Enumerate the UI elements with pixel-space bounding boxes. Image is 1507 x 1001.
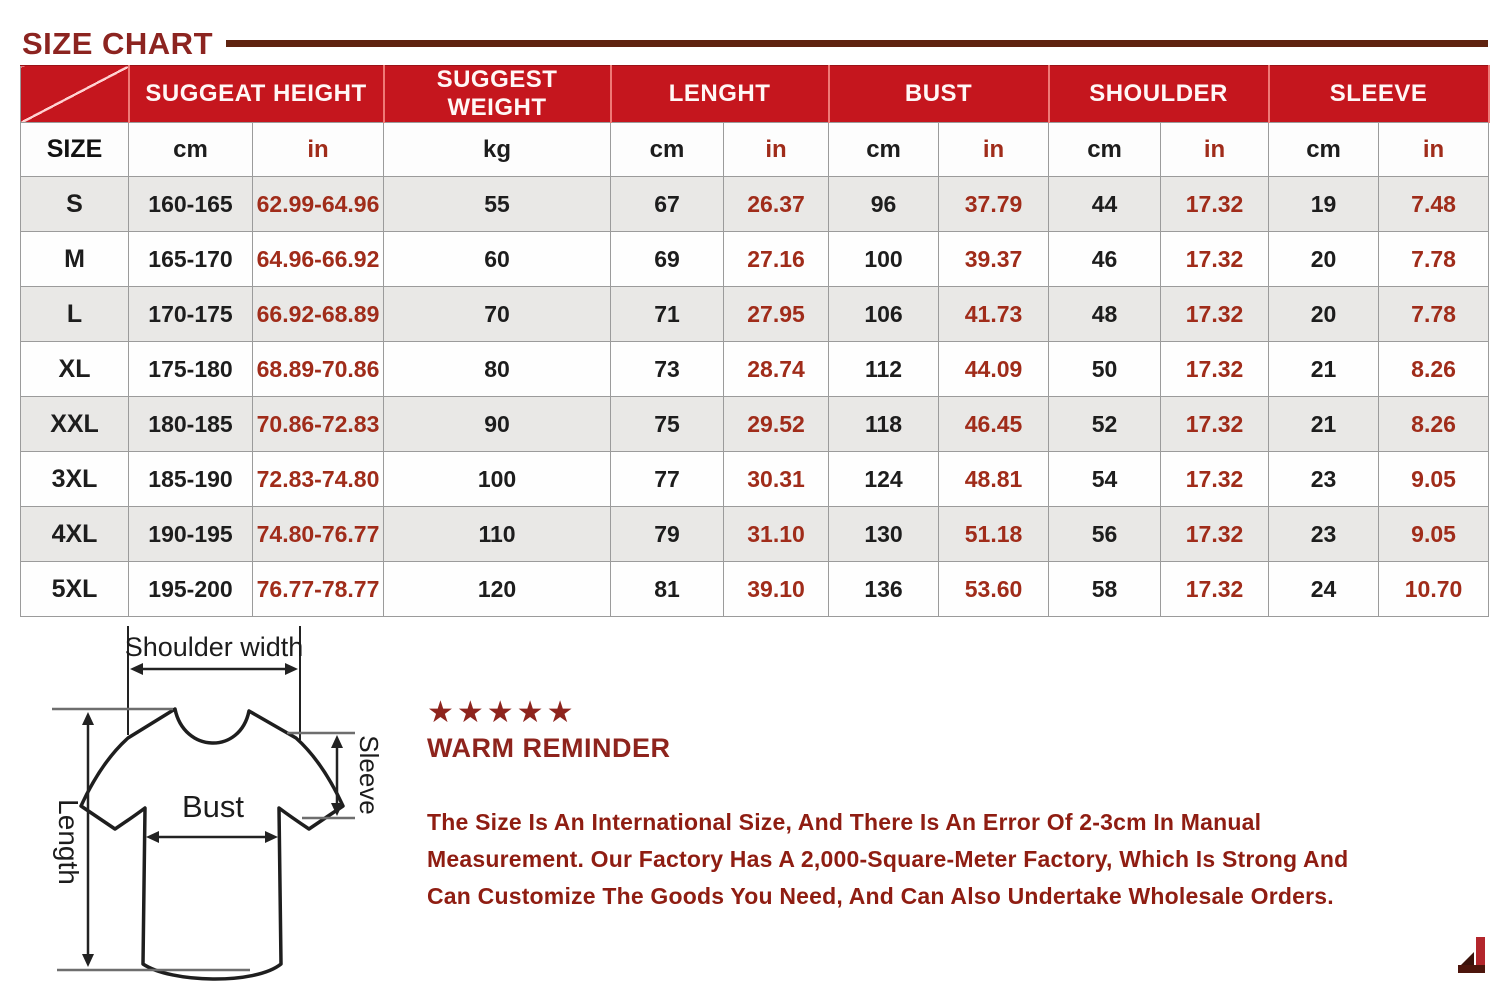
group-length: LENGHT	[611, 66, 829, 123]
cell-value: 81	[611, 562, 724, 617]
cell-value: 48.81	[939, 452, 1049, 507]
warm-reminder-section	[427, 698, 1383, 915]
cell-value: 130	[829, 507, 939, 562]
cell-size: XXL	[21, 397, 129, 452]
cell-value: 55	[384, 177, 611, 232]
cell-value: 100	[829, 232, 939, 287]
cell-value: 160-165	[129, 177, 253, 232]
cell-value: 67	[611, 177, 724, 232]
cell-value: 23	[1269, 452, 1379, 507]
title-underline	[226, 40, 1488, 47]
cell-value: 180-185	[129, 397, 253, 452]
length-label: Length	[53, 799, 84, 885]
cell-value: 54	[1049, 452, 1161, 507]
cell-value: 106	[829, 287, 939, 342]
cell-value: 17.32	[1161, 562, 1269, 617]
table-row	[21, 232, 1489, 287]
group-suggest-height: SUGGEAT HEIGHT	[129, 66, 384, 123]
unit-cell: in	[724, 123, 829, 177]
arrowhead	[82, 954, 94, 967]
arrowhead	[130, 663, 143, 675]
cell-value: 185-190	[129, 452, 253, 507]
group-suggest-weight: SUGGEST WEIGHT	[384, 66, 611, 123]
cell-value: 175-180	[129, 342, 253, 397]
cell-value: 53.60	[939, 562, 1049, 617]
tshirt-outline	[81, 709, 343, 979]
cell-size: M	[21, 232, 129, 287]
cell-value: 58	[1049, 562, 1161, 617]
cell-value: 52	[1049, 397, 1161, 452]
cell-value: 100	[384, 452, 611, 507]
cell-value: 136	[829, 562, 939, 617]
sleeve-label: Sleeve	[354, 735, 384, 815]
table-row	[21, 342, 1489, 397]
cell-value: 19	[1269, 177, 1379, 232]
cell-value: 17.32	[1161, 177, 1269, 232]
star-rating-icon: ★★★★★	[427, 696, 577, 729]
size-header-cell: SIZE	[21, 123, 129, 177]
diagonal-header-cell	[21, 66, 129, 123]
cell-value: 96	[829, 177, 939, 232]
cell-size: 3XL	[21, 452, 129, 507]
cell-value: 9.05	[1379, 452, 1489, 507]
cell-value: 56	[1049, 507, 1161, 562]
unit-cell: in	[253, 123, 384, 177]
table-row	[21, 397, 1489, 452]
arrowhead	[82, 712, 94, 725]
cell-value: 60	[384, 232, 611, 287]
group-sleeve: SLEEVE	[1269, 66, 1489, 123]
cell-value: 48	[1049, 287, 1161, 342]
cell-value: 21	[1269, 397, 1379, 452]
cell-value: 7.78	[1379, 287, 1489, 342]
cell-size: S	[21, 177, 129, 232]
table-row	[21, 177, 1489, 232]
cell-value: 69	[611, 232, 724, 287]
cell-value: 24	[1269, 562, 1379, 617]
cell-value: 66.92-68.89	[253, 287, 384, 342]
reminder-heading: WARM REMINDER	[427, 733, 671, 763]
unit-cell: in	[1379, 123, 1489, 177]
size-chart-table	[20, 65, 1490, 617]
cell-value: 17.32	[1161, 232, 1269, 287]
arrowhead	[331, 735, 343, 748]
reminder-body: The Size Is An International Size, And There Is An Error Of 2-3cm In Manual Measurement. Our Factory Has A 2,000-Square-Meter Factory, Which Is Strong And Can Customize The Goods You Need, And Can Also Undertake Wholesale Orders.	[427, 809, 1349, 909]
cell-value: 90	[384, 397, 611, 452]
cell-value: 46.45	[939, 397, 1049, 452]
table-row	[21, 562, 1489, 617]
corner-bracket-icon	[1450, 935, 1492, 980]
group-bust: BUST	[829, 66, 1049, 123]
cell-value: 110	[384, 507, 611, 562]
cell-value: 9.05	[1379, 507, 1489, 562]
cell-value: 190-195	[129, 507, 253, 562]
cell-value: 23	[1269, 507, 1379, 562]
cell-value: 79	[611, 507, 724, 562]
cell-value: 17.32	[1161, 507, 1269, 562]
unit-cell: in	[939, 123, 1049, 177]
cell-value: 51.18	[939, 507, 1049, 562]
cell-value: 75	[611, 397, 724, 452]
cell-value: 44.09	[939, 342, 1049, 397]
cell-value: 77	[611, 452, 724, 507]
cell-value: 118	[829, 397, 939, 452]
cell-value: 80	[384, 342, 611, 397]
cell-value: 64.96-66.92	[253, 232, 384, 287]
cell-value: 46	[1049, 232, 1161, 287]
cell-value: 7.78	[1379, 232, 1489, 287]
unit-cell: kg	[384, 123, 611, 177]
tshirt-diagram	[15, 612, 415, 997]
unit-cell: cm	[129, 123, 253, 177]
cell-value: 8.26	[1379, 342, 1489, 397]
cell-value: 195-200	[129, 562, 253, 617]
cell-value: 27.16	[724, 232, 829, 287]
table-row	[21, 287, 1489, 342]
cell-value: 41.73	[939, 287, 1049, 342]
unit-cell: cm	[1049, 123, 1161, 177]
cell-value: 170-175	[129, 287, 253, 342]
group-shoulder: SHOULDER	[1049, 66, 1269, 123]
cell-size: XL	[21, 342, 129, 397]
cell-value: 20	[1269, 232, 1379, 287]
cell-value: 17.32	[1161, 452, 1269, 507]
cell-value: 17.32	[1161, 287, 1269, 342]
cell-value: 44	[1049, 177, 1161, 232]
cell-value: 17.32	[1161, 397, 1269, 452]
cell-value: 37.79	[939, 177, 1049, 232]
cell-value: 73	[611, 342, 724, 397]
bust-label: Bust	[181, 789, 245, 824]
cell-value: 7.48	[1379, 177, 1489, 232]
cell-value: 28.74	[724, 342, 829, 397]
unit-cell: in	[1161, 123, 1269, 177]
cell-size: 4XL	[21, 507, 129, 562]
cell-value: 50	[1049, 342, 1161, 397]
table-row	[21, 452, 1489, 507]
cell-value: 74.80-76.77	[253, 507, 384, 562]
cell-value: 165-170	[129, 232, 253, 287]
unit-cell: cm	[1269, 123, 1379, 177]
cell-value: 120	[384, 562, 611, 617]
group-header-row	[21, 66, 1489, 123]
shoulder-width-label: Shoulder width	[124, 632, 304, 662]
cell-value: 112	[829, 342, 939, 397]
units-header-row	[21, 123, 1489, 177]
cell-value: 72.83-74.80	[253, 452, 384, 507]
cell-value: 70	[384, 287, 611, 342]
unit-cell: cm	[611, 123, 724, 177]
cell-value: 39.37	[939, 232, 1049, 287]
cell-value: 26.37	[724, 177, 829, 232]
cell-value: 8.26	[1379, 397, 1489, 452]
cell-value: 17.32	[1161, 342, 1269, 397]
table-row	[21, 507, 1489, 562]
cell-value: 68.89-70.86	[253, 342, 384, 397]
cell-value: 20	[1269, 287, 1379, 342]
table-body	[21, 177, 1489, 617]
cell-value: 71	[611, 287, 724, 342]
arrowhead	[285, 663, 298, 675]
cell-value: 27.95	[724, 287, 829, 342]
cell-size: 5XL	[21, 562, 129, 617]
cell-value: 10.70	[1379, 562, 1489, 617]
cell-value: 76.77-78.77	[253, 562, 384, 617]
cell-value: 70.86-72.83	[253, 397, 384, 452]
cell-value: 124	[829, 452, 939, 507]
cell-value: 31.10	[724, 507, 829, 562]
cell-value: 62.99-64.96	[253, 177, 384, 232]
cell-size: L	[21, 287, 129, 342]
page-title: SIZE CHART	[22, 26, 213, 61]
cell-value: 30.31	[724, 452, 829, 507]
cell-value: 39.10	[724, 562, 829, 617]
cell-value: 29.52	[724, 397, 829, 452]
unit-cell: cm	[829, 123, 939, 177]
cell-value: 21	[1269, 342, 1379, 397]
